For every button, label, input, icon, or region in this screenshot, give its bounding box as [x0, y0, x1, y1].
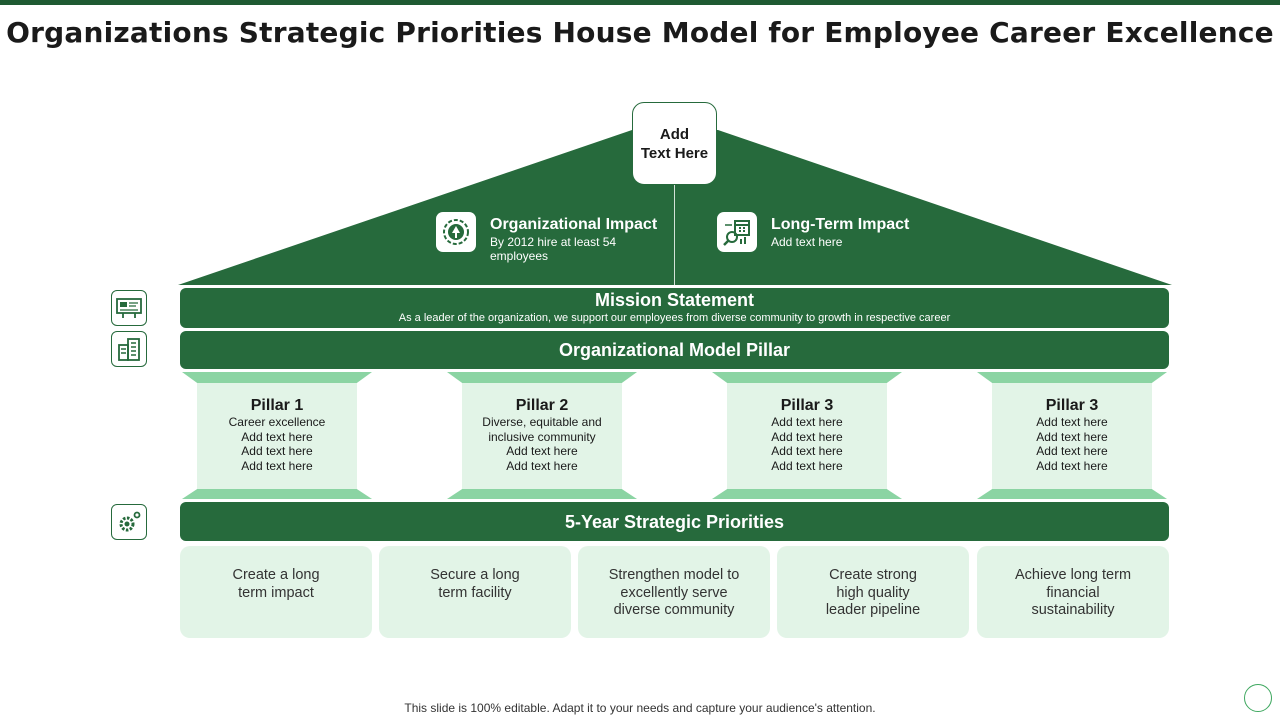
mission-statement-band — [180, 288, 1169, 328]
calendar-analytics-icon — [717, 212, 757, 252]
pillar-4: Pillar 3 Add text here Add text here Add text here Add text here — [977, 372, 1167, 499]
long-term-text: Add text here — [771, 235, 843, 249]
pillar-2: Pillar 2 Diverse, equitable and inclusive community Add text here Add text here — [447, 372, 637, 499]
priority-card: Strengthen model to excellently serve diverse community — [578, 546, 770, 638]
billboard-icon — [111, 290, 147, 326]
priority-card: Achieve long term financial sustainability — [977, 546, 1169, 638]
mission-heading: Mission Statement — [594, 290, 755, 310]
priority-card: Secure a long term facility — [379, 546, 571, 638]
pillar-title: Pillar 3 — [780, 397, 834, 414]
office-building-icon — [111, 331, 147, 367]
gear-settings-icon — [111, 504, 147, 540]
priorities-heading: 5-Year Strategic Priorities — [564, 512, 785, 532]
roof-top-textbox[interactable] — [632, 102, 717, 185]
priority-card: Create a long term impact — [180, 546, 372, 638]
top-box-line-2: Text Here — [640, 144, 709, 162]
corner-circle-icon — [1244, 684, 1272, 712]
impact-text: By 2012 hire at least 54 employees — [490, 235, 617, 263]
organizational-impact — [436, 212, 657, 263]
pillar-1: Pillar 1 Career excellence Add text here Add text here Add text here — [182, 372, 372, 499]
long-term-impact — [717, 212, 909, 252]
footer-note: This slide is 100% editable. Adapt it to your needs and capture your audience's attention. — [404, 701, 876, 715]
model-pillar-heading: Organizational Model Pillar — [558, 340, 791, 360]
mission-text: As a leader of the organization, we support our employees from diverse community to growth in respective career — [398, 312, 951, 324]
tree-target-icon — [436, 212, 476, 252]
pillar-title: Pillar 2 — [515, 397, 569, 414]
pillar-3: Pillar 3 Add text here Add text here Add text here Add text here — [712, 372, 902, 499]
long-term-heading: Long-Term Impact — [771, 216, 910, 233]
top-box-line-1: Add — [659, 125, 690, 143]
roof-divider — [674, 185, 675, 285]
pillar-title: Pillar 1 — [250, 397, 304, 414]
pillar-title: Pillar 3 — [1045, 397, 1099, 414]
priority-card: Create strong high quality leader pipeline — [777, 546, 969, 638]
impact-heading: Organizational Impact — [490, 216, 658, 233]
strategic-priorities-band — [180, 502, 1169, 541]
organizational-model-pillar-band — [180, 331, 1169, 369]
slide-title: Organizations Strategic Priorities House Model for Employee Career Excellence — [6, 16, 1274, 49]
top-accent-bar — [0, 0, 1280, 5]
